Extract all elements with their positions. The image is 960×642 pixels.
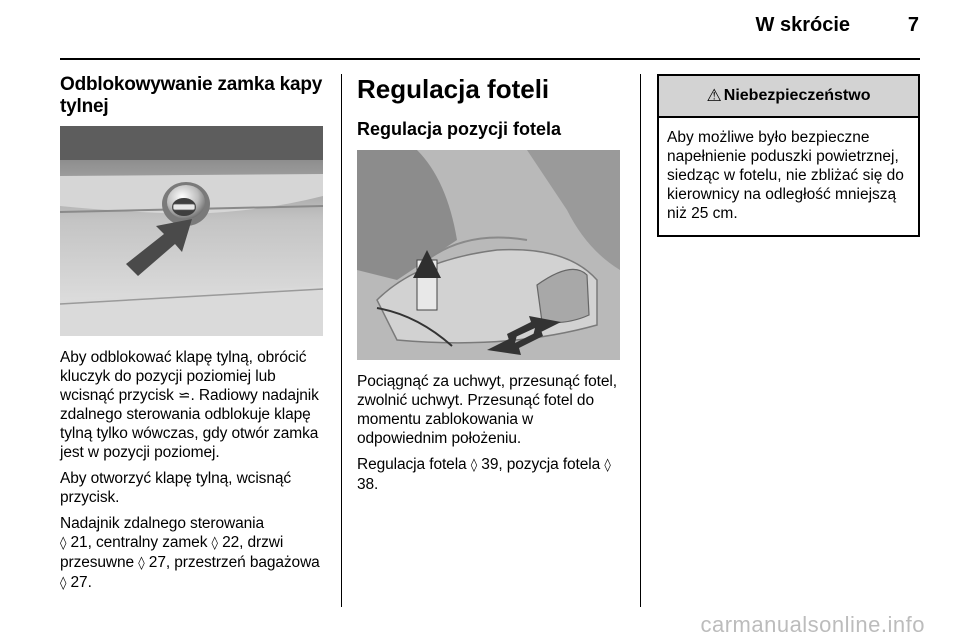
tailgate-lock-key-icon	[60, 126, 323, 336]
page-header-title: W skrócie	[755, 14, 850, 36]
ref-link-text[interactable]: 21, centralny zamek	[66, 534, 212, 551]
column-warning	[657, 74, 920, 237]
seat-adjustment-illustration	[357, 150, 620, 360]
column-divider	[640, 74, 641, 607]
chapter-heading: Regulacja foteli	[357, 74, 550, 104]
text-span: Aby odblokować klapę tylną, obrócić kluczyk do pozycji poziomiej lub wcisnąć przycisk	[60, 349, 307, 404]
reference-arrow-icon: ◊	[470, 458, 478, 473]
section-heading-seat-position: Regulacja pozycji fotela	[357, 119, 562, 139]
ref-link-text[interactable]: 22, drzwi przesuwne	[60, 534, 284, 571]
reference-arrow-icon: ◊	[138, 556, 145, 571]
section-heading-tailgate: Odblokowywanie zamka kapy tylnej	[60, 74, 323, 117]
warning-box	[657, 74, 920, 237]
warning-triangle-icon: ⚠	[706, 86, 722, 106]
paragraph-open-tailgate: Aby otworzyć klapę tylną, wcisnąć przycisk.	[60, 470, 292, 506]
header-rule	[60, 58, 920, 60]
column-tailgate	[60, 74, 325, 600]
tailgate-button-icon: ⋍	[178, 386, 191, 404]
warning-header	[659, 76, 918, 118]
ref-link-text[interactable]: 39, pozycja fotela	[477, 456, 605, 473]
reference-arrow-icon: ◊	[211, 536, 218, 551]
ref-intro: Regulacja fotela	[357, 456, 471, 473]
warning-text: Aby możliwe było bezpieczne napełnienie poduszki powietrznej, siedząc w fotelu, nie zbliżać się do kierownicy na odległość mniejszą niż 25 cm.	[667, 129, 904, 222]
paragraph-seat-adjust: Pociągnąć za uchwyt, przesunąć fotel, zwolnić uchwyt. Przesunąć fotel do momentu zablokowania w odpowiednim położeniu.	[357, 373, 617, 447]
ref-intro: Nadajnik zdalnego sterowania	[60, 515, 264, 532]
ref-link-text[interactable]: 38.	[357, 476, 379, 493]
reference-arrow-icon: ◊	[60, 576, 67, 591]
paragraph-unlock-tailgate	[60, 348, 325, 462]
paragraph-cross-references	[60, 514, 325, 593]
reference-arrow-icon: ◊	[604, 458, 611, 473]
tailgate-lock-illustration	[60, 126, 323, 336]
seat-adjustment-icon	[357, 150, 620, 360]
text-span: . Radiowy nadajnik zdalnego sterowania odblokuje klapę tylną tylko wówczas, gdy otwór zamka jest w pozycji poziomej.	[60, 387, 319, 461]
column-divider	[341, 74, 342, 607]
paragraph-seat-references	[357, 455, 627, 494]
watermark: carmanualsonline.info	[700, 612, 925, 637]
warning-title: Niebezpieczeństwo	[723, 87, 871, 104]
column-seats	[357, 74, 627, 501]
reference-arrow-icon: ◊	[60, 536, 67, 551]
ref-link-text[interactable]: 27, przestrzeń bagażowa	[144, 554, 320, 571]
ref-link-text[interactable]: 27.	[66, 574, 92, 591]
page-number: 7	[907, 14, 919, 36]
